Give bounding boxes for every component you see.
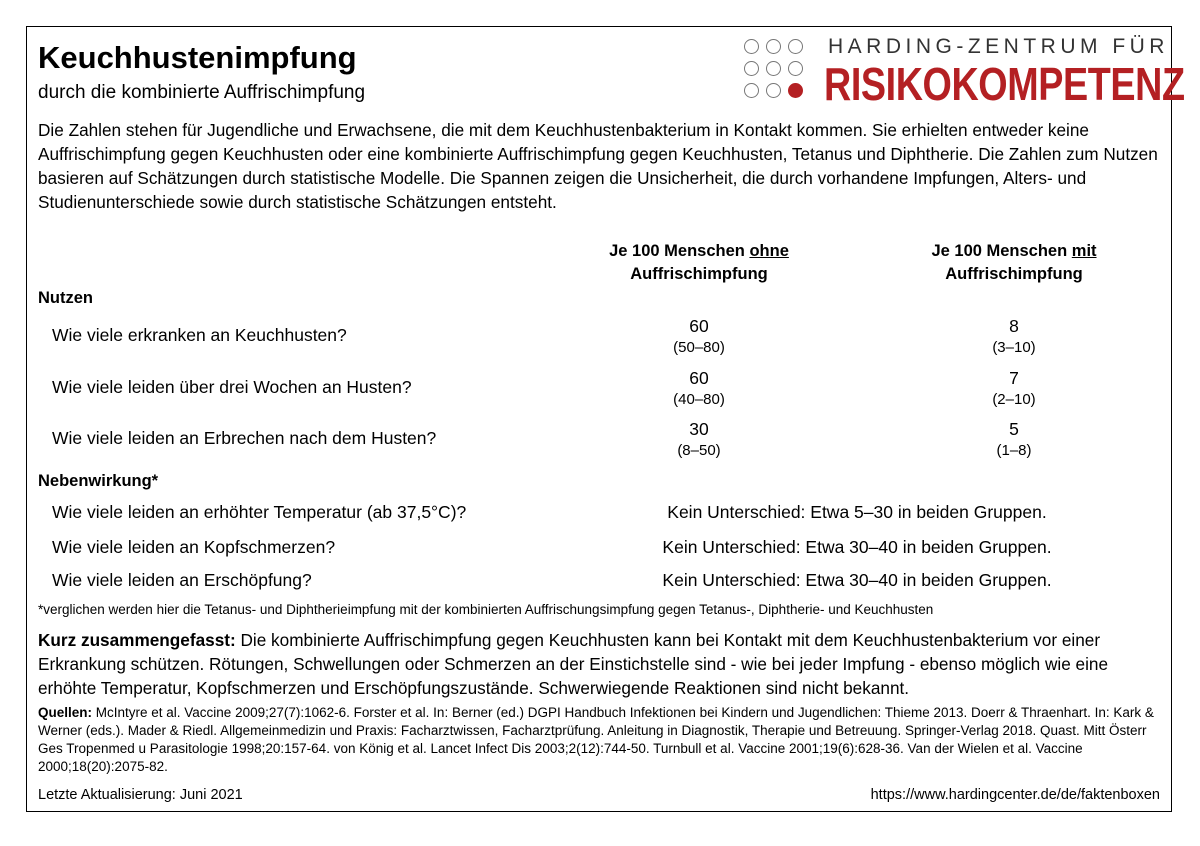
value-main: 60 xyxy=(689,316,709,336)
benefit-question: Wie viele erkranken an Keuchhusten? xyxy=(52,325,347,345)
benefit-value-with xyxy=(914,367,1114,411)
sources xyxy=(38,704,1163,776)
side-effect-question: Wie viele leiden an Kopfschmerzen? xyxy=(52,537,336,557)
sources-text: McIntyre et al. Vaccine 2009;27(7):1062-6. Forster et al. In: Berner (ed.) DGPI Handbuch Infektionen bei Kindern und Jugendlichen: Thieme 2013. Doerr & Thraenhart. In: Kark & Werner (eds.). Mader & Riedl. Allgemeinmedizin und Praxis: Facharztwissen, Facharztprüfung. Anleitung in Diagnostik, Therapie und Betreuung. Springer-Verlag 2018. Quast. Mitt Österr Ges Tropenmed u Parasitologie 1998;20:157-64. von König et al. Lancet Infect Dis 2003;2(12):744-50. Turnbull et al. Vaccine 2001;19(6):628-36. Van der Wielen et al. Vaccine 2000;18(20):2075-82. xyxy=(38,705,1154,774)
benefit-value-with xyxy=(914,315,1114,359)
side-effects-heading: Nebenwirkung* xyxy=(38,472,159,490)
logo-circle-icon xyxy=(766,83,781,98)
side-effect-question: Wie viele leiden an Erschöpfung? xyxy=(52,570,312,590)
value-range: (3–10) xyxy=(992,339,1036,356)
column-header-prefix: Je 100 Menschen xyxy=(931,242,1072,260)
value-range: (8–50) xyxy=(677,442,721,459)
benefit-value-without xyxy=(599,315,799,359)
benefit-value-without xyxy=(599,367,799,411)
footnote: *verglichen werden hier die Tetanus- und Diphtherieimpfung mit der kombinierten Auffrischungsimpfung gegen Tetanus-, Diphtherie- und Keuchhusten xyxy=(38,602,934,617)
value-main: 30 xyxy=(689,419,709,439)
harding-logo xyxy=(744,35,1185,110)
sources-label: Quellen: xyxy=(38,705,93,720)
column-header-suffix: Auffrischimpfung xyxy=(945,265,1083,283)
side-effect-question: Wie viele leiden an erhöhter Temperatur (ab 37,5°C)? xyxy=(52,502,467,522)
logo-circle-filled-icon xyxy=(788,83,803,98)
page-subtitle: durch die kombinierte Auffrischimpfung xyxy=(38,82,366,103)
value-range: (2–10) xyxy=(992,391,1036,408)
logo-circle-icon xyxy=(766,61,781,76)
value-range: (40–80) xyxy=(673,391,725,408)
logo-circle-icon xyxy=(788,61,803,76)
logo-circle-icon xyxy=(744,39,759,54)
intro-text: Die Zahlen stehen für Jugendliche und Erwachsene, die mit dem Keuchhustenbakterium in Kontakt kommen. Sie erhielten entweder keine Auffrischimpfung gegen Keuchhusten oder eine kombinierte Auffrischimpfung gegen Keuchhusten, Tetanus und Diphtherie. Die Zahlen zum Nutzen basieren auf Schätzungen durch statistische Modelle. Die Spannen zeigen die Unsicherheit, die durch vorhandene Impfungen, Alters- und Studienunterschiede sowie durch statistische Schätzungen entsteht. xyxy=(38,120,1158,212)
column-header-without xyxy=(569,240,829,286)
value-main: 7 xyxy=(1009,368,1019,388)
column-header-suffix: Auffrischimpfung xyxy=(630,265,768,283)
value-range: (1–8) xyxy=(996,442,1032,459)
page-title: Keuchhustenimpfung xyxy=(38,40,357,75)
benefits-heading: Nutzen xyxy=(38,289,93,307)
value-main: 8 xyxy=(1009,316,1019,336)
website-url: https://www.hardingcenter.de/de/faktenboxen xyxy=(870,787,1160,803)
last-updated: Letzte Aktualisierung: Juni 2021 xyxy=(38,787,243,803)
logo-main-text: RISIKOKOMPETENZ xyxy=(824,58,1185,110)
column-header-emphasis: mit xyxy=(1071,242,1097,260)
value-main: 60 xyxy=(689,368,709,388)
summary-label: Kurz zusammengefasst: xyxy=(38,630,236,650)
logo-top-text: HARDING-ZENTRUM FÜR xyxy=(828,35,1169,58)
logo-circle-icon xyxy=(744,61,759,76)
benefit-value-with xyxy=(914,418,1114,462)
benefit-question: Wie viele leiden über drei Wochen an Husten? xyxy=(52,377,412,397)
column-header-emphasis: ohne xyxy=(749,242,789,260)
column-header-with xyxy=(884,240,1144,286)
logo-circle-icon xyxy=(766,39,781,54)
value-main: 5 xyxy=(1009,419,1019,439)
summary xyxy=(38,628,1163,700)
summary-text: Die kombinierte Auffrischimpfung gegen Keuchhusten kann bei Kontakt mit dem Keuchhustenbakterium vor einer Erkrankung schützen. Rötungen, Schwellungen oder Schmerzen an der Einstichstelle sind - wie bei jeder Impfung - ebenso möglich wie eine erhöhte Temperatur, Kopfschmerzen und Erschöpfungszustände. Schwerwiegende Reaktionen sind nicht bekannt. xyxy=(38,630,1109,698)
benefit-question: Wie viele leiden an Erbrechen nach dem Husten? xyxy=(52,428,437,448)
side-effect-result: Kein Unterschied: Etwa 5–30 in beiden Gruppen. xyxy=(667,502,1047,522)
value-range: (50–80) xyxy=(673,339,725,356)
benefit-value-without xyxy=(599,418,799,462)
side-effect-result: Kein Unterschied: Etwa 30–40 in beiden Gruppen. xyxy=(662,570,1052,590)
logo-circle-icon xyxy=(788,39,803,54)
column-header-prefix: Je 100 Menschen xyxy=(609,242,750,260)
side-effect-result: Kein Unterschied: Etwa 30–40 in beiden Gruppen. xyxy=(662,537,1052,557)
logo-circle-icon xyxy=(744,83,759,98)
